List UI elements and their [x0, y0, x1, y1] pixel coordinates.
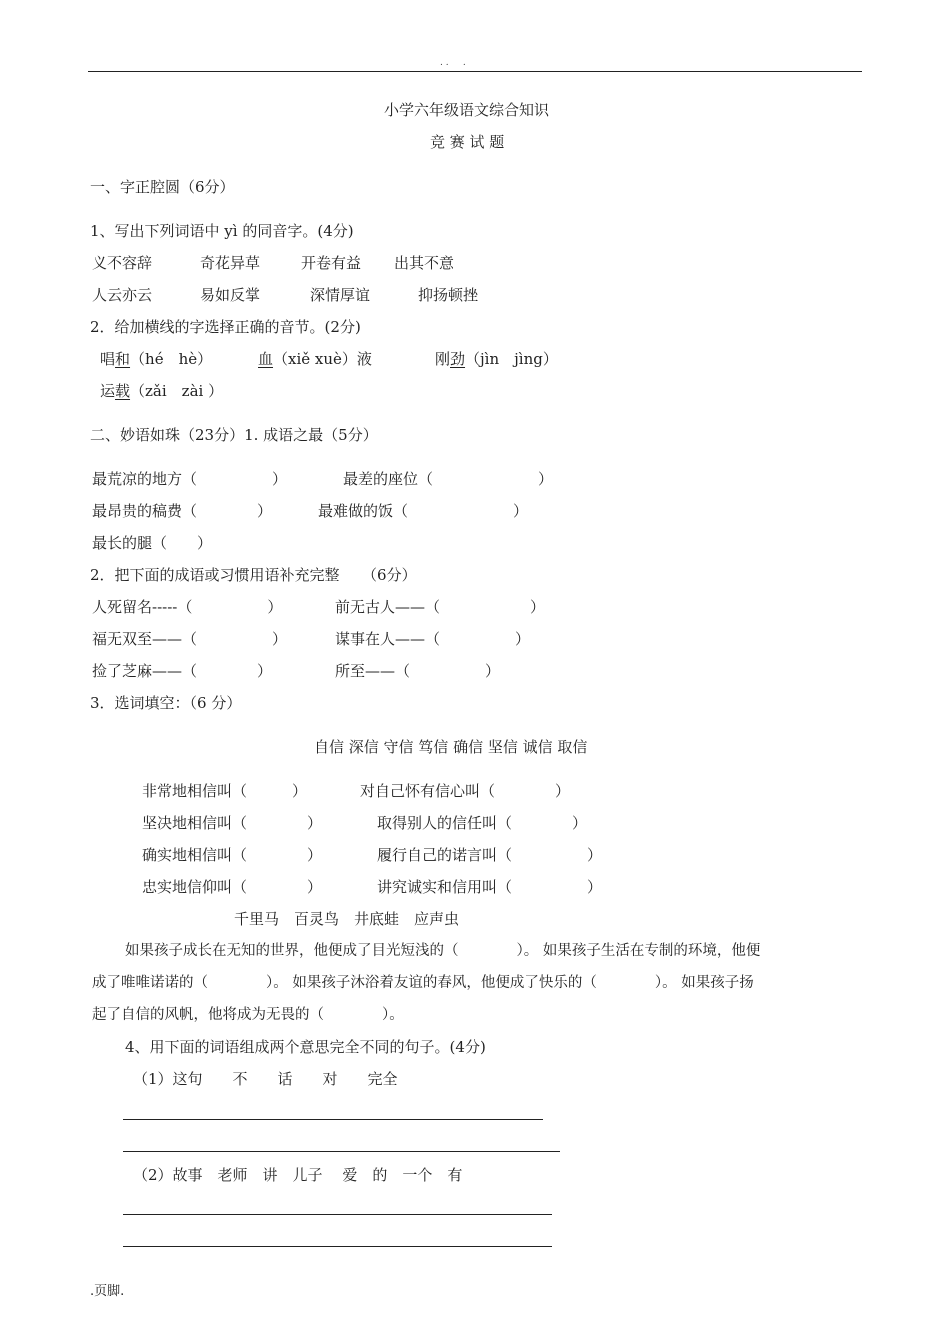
- idiom-item: 前无古人——（ ）: [335, 598, 546, 616]
- pinyin-suffix: 液: [356, 350, 372, 368]
- page-title: 小学六年级语文综合知识: [384, 101, 550, 119]
- answer-line[interactable]: [123, 1214, 552, 1215]
- pinyin-options: （zǎi zài ）: [130, 382, 224, 400]
- pinyin-prefix: 唱: [100, 350, 116, 368]
- fill-item: 确实地相信叫（ ）: [142, 846, 323, 864]
- fill-item: 忠实地信仰叫（ ）: [142, 878, 323, 896]
- answer-line[interactable]: [123, 1119, 543, 1120]
- page-subtitle: 竞 赛 试 题: [430, 133, 505, 151]
- fill-item: 讲究诚实和信用叫（ ）: [377, 878, 603, 896]
- pinyin-options: （jìn jìng）: [465, 350, 558, 368]
- answer-line[interactable]: [123, 1151, 560, 1152]
- fill-item: 对自己怀有信心叫（ ）: [360, 782, 571, 800]
- pinyin-options: （hé hè）: [130, 350, 213, 368]
- q1-prompt: 1、写出下列词语中 yì 的同音字。(4分): [90, 222, 354, 240]
- answer-line[interactable]: [123, 1246, 552, 1247]
- pinyin-item: [100, 349, 212, 369]
- fill-item: 取得别人的信任叫（ ）: [377, 814, 588, 832]
- paragraph-line: 如果孩子成长在无知的世界，他便成了目光短浅的（ ）。 如果孩子生活在专制的环境，他便: [125, 943, 761, 959]
- q1-word: 易如反掌: [200, 286, 261, 304]
- idiom-item: 福无双至——（ ）: [92, 630, 288, 648]
- q1-word: 出其不意: [394, 254, 455, 272]
- q1-word: 义不容辞: [92, 254, 153, 272]
- fill-item: 非常地相信叫（ ）: [142, 782, 308, 800]
- word-set-1: （1）这句 不 话 对 完全: [133, 1070, 398, 1088]
- idiom-item: 捡了芝麻——（ ）: [92, 662, 273, 680]
- paragraph-line: 起了自信的风帆，他将成为无畏的（ ）。: [92, 1007, 404, 1023]
- header-mark: . . .: [440, 58, 466, 68]
- idiom-prompt: 2．把下面的成语或习惯用语补充完整 （6分）: [90, 566, 417, 584]
- idiom-item: 谋事在人——（ ）: [335, 630, 531, 648]
- paragraph-line: 成了唯唯诺诺的（ ）。 如果孩子沐浴着友谊的春风，他便成了快乐的（ ）。 如果孩子扬: [92, 975, 754, 991]
- pinyin-prefix: 刚: [435, 350, 451, 368]
- superlative-item: 最差的座位（ ）: [343, 470, 554, 488]
- pinyin-options: （xiě xuè）: [273, 350, 357, 368]
- sentence-prompt: 4、用下面的词语组成两个意思完全不同的句子。(4分): [125, 1038, 486, 1056]
- word-bank: 自信 深信 守信 笃信 确信 坚信 诚信 取信: [314, 738, 588, 756]
- superlative-item: 最昂贵的稿费（ ）: [92, 502, 273, 520]
- q1-word: 深情厚谊: [310, 286, 371, 304]
- superlative-item: 最难做的饭（ ）: [318, 502, 529, 520]
- pinyin-item: [435, 349, 558, 369]
- underlined-char: 劲: [450, 350, 466, 368]
- q1-word: 奇花异草: [200, 254, 261, 272]
- pinyin-item: [100, 381, 223, 401]
- pinyin-item: [258, 349, 372, 369]
- superlative-item: 最荒凉的地方（ ）: [92, 470, 288, 488]
- q1-word: 抑扬顿挫: [418, 286, 479, 304]
- word-bank-2: 千里马 百灵鸟 井底蛙 应声虫: [234, 910, 460, 928]
- q1-word: 开卷有益: [301, 254, 362, 272]
- section1-heading: 一、字正腔圆（6分）: [90, 178, 235, 196]
- header-rule: [88, 71, 862, 72]
- section2-heading: 二、妙语如珠（23分）1. 成语之最（5分）: [90, 426, 378, 444]
- q1-word: 人云亦云: [92, 286, 153, 304]
- pinyin-prefix: 运: [100, 382, 116, 400]
- underlined-char: 载: [115, 382, 131, 400]
- underlined-char: 血: [258, 350, 274, 368]
- fill-prompt: 3．选词填空：（6 分）: [90, 694, 242, 712]
- fill-item: 坚决地相信叫（ ）: [142, 814, 323, 832]
- idiom-item: 人死留名-----（ ）: [92, 598, 283, 616]
- q2-prompt: 2．给加横线的字选择正确的音节。(2分): [90, 318, 361, 336]
- page-footer: .页脚.: [90, 1284, 125, 1299]
- idiom-item: 所至——（ ）: [335, 662, 501, 680]
- superlative-item: 最长的腿（ ）: [92, 534, 213, 552]
- word-set-2: （2）故事 老师 讲 儿子 爱 的 一个 有: [133, 1166, 463, 1184]
- underlined-char: 和: [115, 350, 131, 368]
- fill-item: 履行自己的诺言叫（ ）: [377, 846, 603, 864]
